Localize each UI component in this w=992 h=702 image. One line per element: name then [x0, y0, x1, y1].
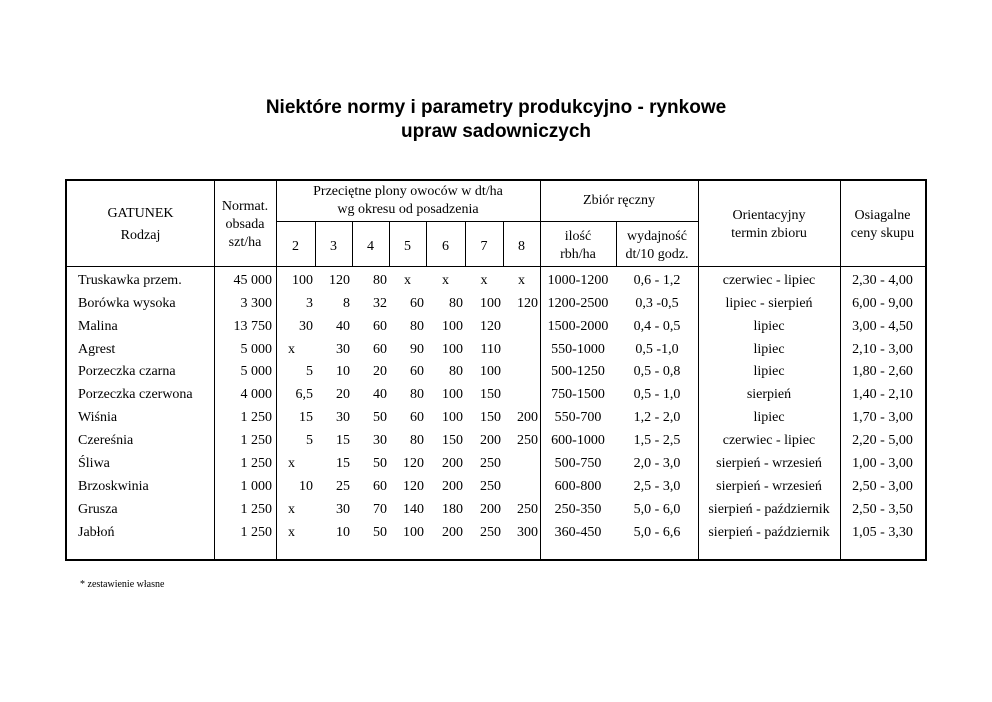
- row-yield: 60: [410, 410, 424, 425]
- row-yield: 80: [410, 433, 424, 448]
- header-year-4: 4: [367, 239, 374, 254]
- row-gatunek: Grusza: [78, 502, 118, 517]
- row-yield: 200: [442, 479, 463, 494]
- header-rule: [67, 266, 925, 267]
- row-yield: 80: [449, 296, 463, 311]
- row-cena: 2,10 - 3,00: [852, 342, 913, 357]
- subheader-rule: [276, 221, 698, 222]
- row-yield: x: [288, 456, 295, 471]
- row-obsada: 1 000: [240, 479, 272, 494]
- row-yield: 6,5: [295, 387, 313, 402]
- row-yield: 250: [480, 525, 501, 540]
- row-wydajnosc: 2,5 - 3,0: [633, 479, 681, 494]
- header-ceny-line: Osiagalne: [854, 208, 911, 223]
- row-termin: sierpień - wrzesień: [716, 479, 822, 494]
- row-cena: 1,05 - 3,30: [852, 525, 913, 540]
- row-obsada: 1 250: [240, 433, 272, 448]
- row-obsada: 45 000: [233, 273, 272, 288]
- row-yield: 90: [410, 342, 424, 357]
- row-yield: 40: [373, 387, 387, 402]
- row-yield: 10: [336, 525, 350, 540]
- row-ilosc: 750-1500: [551, 387, 605, 402]
- row-yield: 150: [480, 387, 501, 402]
- row-obsada: 1 250: [240, 525, 272, 540]
- row-ilosc: 1000-1200: [547, 273, 609, 288]
- document-title: [0, 96, 992, 144]
- row-ilosc: 550-700: [554, 410, 602, 425]
- row-yield: 180: [442, 502, 463, 517]
- row-gatunek: Czereśnia: [78, 433, 134, 448]
- row-cena: 2,30 - 4,00: [852, 273, 913, 288]
- row-yield: 8: [343, 296, 350, 311]
- row-wydajnosc: 5,0 - 6,6: [633, 525, 681, 540]
- row-termin: lipiec - sierpień: [725, 296, 813, 311]
- row-cena: 2,50 - 3,50: [852, 502, 913, 517]
- row-yield: 120: [329, 273, 350, 288]
- row-yield: 50: [373, 525, 387, 540]
- row-yield: 120: [517, 296, 538, 311]
- row-yield: 100: [292, 273, 313, 288]
- row-yield: 10: [299, 479, 313, 494]
- row-yield: 140: [403, 502, 424, 517]
- row-obsada: 5 000: [240, 364, 272, 379]
- row-ilosc: 600-1000: [551, 433, 605, 448]
- row-yield: 110: [480, 342, 501, 357]
- title-line-2: upraw sadowniczych: [400, 121, 592, 142]
- row-obsada: 1 250: [240, 502, 272, 517]
- row-yield: x: [480, 273, 488, 288]
- row-cena: 1,80 - 2,60: [852, 364, 913, 379]
- row-gatunek: Agrest: [78, 342, 116, 357]
- row-yield: 80: [410, 319, 424, 334]
- row-yield: x: [288, 502, 295, 517]
- header-year-8: 8: [518, 239, 525, 254]
- row-termin: lipiec: [753, 342, 785, 357]
- header-rodzaj: Rodzaj: [120, 228, 161, 243]
- row-yield: 100: [442, 387, 463, 402]
- row-yield: 120: [403, 479, 424, 494]
- production-table: [65, 179, 927, 561]
- row-yield: 300: [517, 525, 538, 540]
- row-yield: 150: [480, 410, 501, 425]
- row-yield: 30: [373, 433, 387, 448]
- row-yield: 120: [480, 319, 501, 334]
- row-wydajnosc: 1,5 - 2,5: [633, 433, 681, 448]
- header-year-3: 3: [330, 239, 337, 254]
- header-year-7: 7: [480, 239, 488, 254]
- row-yield: 15: [336, 456, 350, 471]
- row-yield: x: [288, 342, 295, 357]
- row-cena: 2,20 - 5,00: [852, 433, 913, 448]
- header-obsada-line: szt/ha: [228, 235, 262, 250]
- row-cena: 6,00 - 9,00: [852, 296, 913, 311]
- header-year-2: 2: [292, 239, 299, 254]
- header-obsada-line: Normat.: [221, 199, 269, 214]
- row-yield: 250: [480, 479, 501, 494]
- row-wydajnosc: 5,0 - 6,0: [633, 502, 681, 517]
- row-gatunek: Truskawka przem.: [78, 273, 182, 288]
- row-yield: 200: [442, 525, 463, 540]
- row-ilosc: 1500-2000: [547, 319, 609, 334]
- row-ilosc: 1200-2500: [547, 296, 609, 311]
- row-wydajnosc: 0,5 - 1,0: [633, 387, 681, 402]
- row-wydajnosc: 0,5 -1,0: [635, 342, 679, 357]
- row-cena: 1,00 - 3,00: [852, 456, 913, 471]
- header-year-6: 6: [442, 239, 449, 254]
- row-ilosc: 550-1000: [551, 342, 605, 357]
- header-termin-line: termin zbioru: [731, 226, 807, 241]
- row-yield: 100: [442, 342, 463, 357]
- row-termin: sierpień - październik: [708, 525, 830, 540]
- row-yield: 30: [336, 410, 350, 425]
- row-termin: czerwiec - lipiec: [722, 433, 816, 448]
- row-gatunek: Porzeczka czerwona: [78, 387, 193, 402]
- row-yield: 40: [336, 319, 350, 334]
- row-yield: 100: [480, 296, 501, 311]
- row-cena: 2,50 - 3,00: [852, 479, 913, 494]
- row-yield: 100: [480, 364, 501, 379]
- row-yield: 100: [442, 319, 463, 334]
- row-obsada: 4 000: [240, 387, 272, 402]
- row-cena: 3,00 - 4,50: [852, 319, 913, 334]
- row-yield: 200: [480, 433, 501, 448]
- header-gatunek: GATUNEK: [107, 206, 174, 221]
- row-yield: 60: [410, 296, 424, 311]
- row-gatunek: Śliwa: [78, 456, 110, 471]
- row-termin: lipiec: [753, 410, 785, 425]
- row-yield: 80: [373, 273, 387, 288]
- row-gatunek: Borówka wysoka: [78, 296, 176, 311]
- row-ilosc: 360-450: [554, 525, 602, 540]
- row-gatunek: Porzeczka czarna: [78, 364, 176, 379]
- row-cena: 1,40 - 2,10: [852, 387, 913, 402]
- row-yield: 150: [442, 433, 463, 448]
- row-wydajnosc: 0,5 - 0,8: [633, 364, 681, 379]
- header-plony-line: Przeciętne plony owoców w dt/ha: [313, 184, 503, 199]
- header-ceny-line: ceny skupu: [850, 226, 915, 241]
- row-yield: 25: [336, 479, 350, 494]
- row-ilosc: 500-1250: [551, 364, 605, 379]
- row-yield: x: [518, 273, 525, 288]
- header-termin-line: Orientacyjny: [732, 208, 806, 223]
- row-yield: 60: [373, 319, 387, 334]
- row-yield: 5: [306, 364, 313, 379]
- row-termin: sierpień - październik: [708, 502, 830, 517]
- row-obsada: 13 750: [233, 319, 272, 334]
- row-ilosc: 500-750: [554, 456, 602, 471]
- row-yield: 3: [306, 296, 313, 311]
- row-yield: x: [442, 273, 449, 288]
- header-zbior: Zbiór ręczny: [583, 193, 655, 208]
- row-yield: 60: [410, 364, 424, 379]
- row-yield: 32: [373, 296, 387, 311]
- row-yield: 250: [517, 502, 538, 517]
- row-yield: 15: [336, 433, 350, 448]
- title-line-1: Niektóre normy i parametry produkcyjno - rynkowe: [265, 97, 727, 118]
- row-termin: sierpień: [746, 387, 792, 402]
- row-yield: 15: [299, 410, 313, 425]
- row-yield: 30: [299, 319, 313, 334]
- row-wydajnosc: 0,6 - 1,2: [633, 273, 681, 288]
- row-yield: 60: [373, 479, 387, 494]
- row-yield: 10: [336, 364, 350, 379]
- footnote: * zestawienie własne: [80, 579, 165, 590]
- header-wydajnosc-line: wydajność: [627, 229, 687, 244]
- row-obsada: 1 250: [240, 410, 272, 425]
- row-yield: 200: [480, 502, 501, 517]
- row-yield: 30: [336, 342, 350, 357]
- row-obsada: 1 250: [240, 456, 272, 471]
- row-yield: 100: [403, 525, 424, 540]
- row-yield: 200: [517, 410, 538, 425]
- row-yield: 30: [336, 502, 350, 517]
- row-ilosc: 250-350: [554, 502, 602, 517]
- row-termin: sierpień - wrzesień: [716, 456, 822, 471]
- header-wydajnosc-line: dt/10 godz.: [625, 247, 689, 262]
- header-year-5: 5: [404, 239, 411, 254]
- row-yield: 20: [336, 387, 350, 402]
- row-termin: lipiec: [753, 364, 785, 379]
- row-obsada: 5 000: [240, 342, 272, 357]
- header-obsada-line: obsada: [225, 217, 265, 232]
- header-plony-line: wg okresu od posadzenia: [337, 202, 479, 217]
- row-wydajnosc: 0,3 -0,5: [635, 296, 679, 311]
- row-termin: lipiec: [753, 319, 785, 334]
- row-cena: 1,70 - 3,00: [852, 410, 913, 425]
- row-yield: 5: [306, 433, 313, 448]
- row-yield: 200: [442, 456, 463, 471]
- row-ilosc: 600-800: [554, 479, 602, 494]
- row-yield: 80: [449, 364, 463, 379]
- row-yield: 50: [373, 456, 387, 471]
- row-gatunek: Wiśnia: [78, 410, 118, 425]
- row-yield: x: [288, 525, 295, 540]
- row-yield: 250: [480, 456, 501, 471]
- row-termin: czerwiec - lipiec: [722, 273, 816, 288]
- row-yield: 20: [373, 364, 387, 379]
- row-wydajnosc: 0,4 - 0,5: [633, 319, 681, 334]
- row-gatunek: Jabłoń: [78, 525, 115, 540]
- row-wydajnosc: 1,2 - 2,0: [633, 410, 681, 425]
- row-wydajnosc: 2,0 - 3,0: [633, 456, 681, 471]
- row-obsada: 3 300: [240, 296, 272, 311]
- row-yield: 60: [373, 342, 387, 357]
- row-yield: 100: [442, 410, 463, 425]
- header-ilosc-line: ilość: [564, 229, 592, 244]
- row-yield: 120: [403, 456, 424, 471]
- row-yield: x: [404, 273, 411, 288]
- row-gatunek: Brzoskwinia: [78, 479, 149, 494]
- row-yield: 50: [373, 410, 387, 425]
- row-gatunek: Malina: [78, 319, 118, 334]
- row-yield: 250: [517, 433, 538, 448]
- row-yield: 70: [373, 502, 387, 517]
- header-ilosc-line: rbh/ha: [560, 247, 596, 262]
- row-yield: 80: [410, 387, 424, 402]
